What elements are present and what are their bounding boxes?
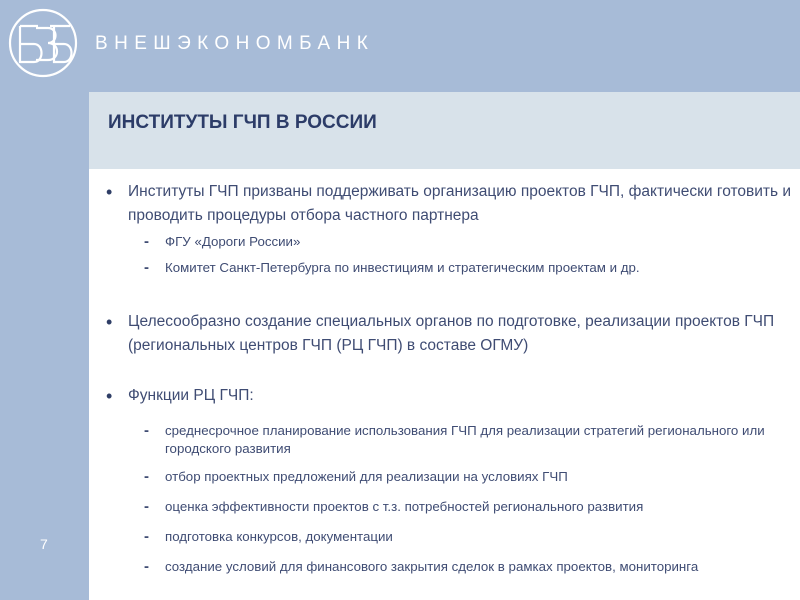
sub-bullet-item: - оценка эффективности проектов с т.з. потребностей регионального развития [100, 498, 800, 516]
page-number: 7 [40, 536, 48, 552]
sub-bullet-item: - отбор проектных предложений для реализации на условиях ГЧП [100, 468, 800, 486]
bullet-item: • Функции РЦ ГЧП: [100, 384, 800, 408]
bank-logo [6, 6, 80, 80]
bullet-item: • Целесообразно создание специальных органов по подготовке, реализации проектов ГЧП (региональных центров ГЧП (РЦ ГЧП) в составе ОГМУ) [100, 310, 800, 358]
sub-bullet-item: - создание условий для финансового закрытия сделок в рамках проектов, мониторинга [100, 558, 800, 576]
sub-bullet-item: - Комитет Санкт-Петербурга по инвестициям и стратегическим проектам и др. [100, 259, 800, 277]
sub-bullet-item: - ФГУ «Дороги России» [100, 233, 800, 251]
bank-name: ВНЕШЭКОНОМБАНК [95, 33, 375, 54]
bullet-item: • Институты ГЧП призваны поддерживать организацию проектов ГЧП, фактически готовить и проводить процедуры отбора частного партнера [100, 180, 800, 228]
slide-content [100, 180, 800, 576]
sub-bullet-item: - среднесрочное планирование использования ГЧП для реализации стратегий регионального или городского развития [100, 422, 800, 458]
sub-bullet-item: - подготовка конкурсов, документации [100, 528, 800, 546]
left-sidebar [0, 92, 89, 600]
slide-title: ИНСТИТУТЫ ГЧП В РОССИИ [108, 112, 377, 133]
